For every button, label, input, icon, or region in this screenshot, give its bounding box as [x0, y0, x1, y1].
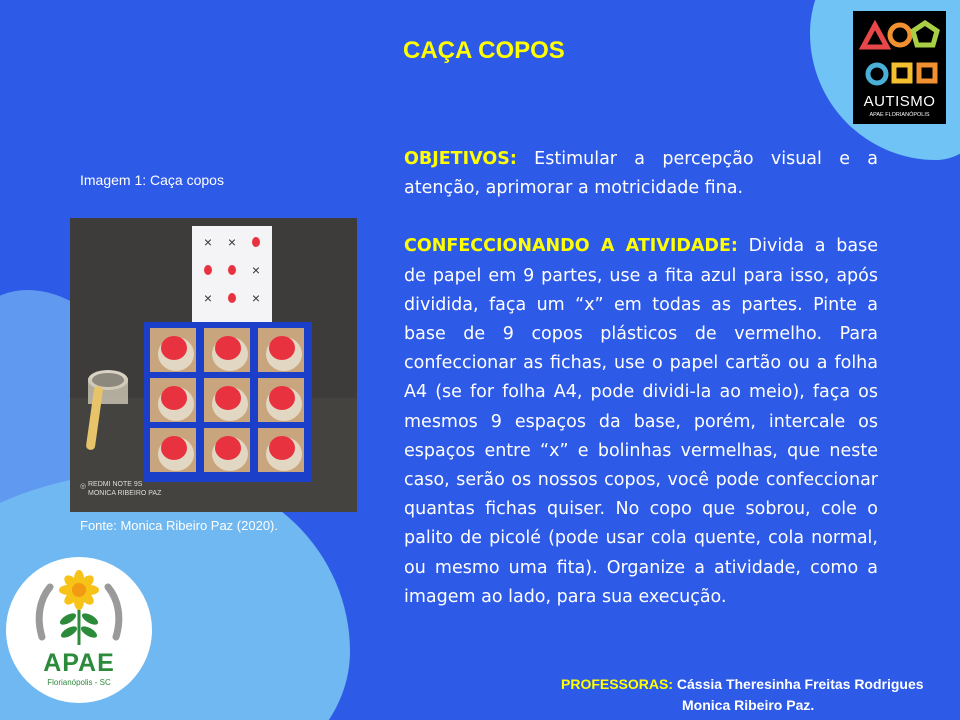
card-cell-dot	[228, 293, 236, 303]
apae-logo	[6, 557, 152, 703]
card-cell-dot	[204, 265, 212, 275]
camera-watermark-icon: ◎	[80, 483, 87, 490]
autismo-logo-title: AUTISMO	[863, 93, 936, 110]
card-cell-x: ×	[203, 290, 213, 306]
image-source: Fonte: Monica Ribeiro Paz (2020).	[80, 518, 278, 533]
red-cup-base	[215, 336, 241, 360]
red-cup-base	[215, 436, 241, 460]
objectives-text: Estimular a percepção visual e a atenção, aprimorar a motricidade fina.	[404, 149, 878, 199]
red-cup-base	[269, 336, 295, 360]
red-cup-base	[269, 436, 295, 460]
teachers-line-1	[561, 676, 924, 692]
card-cell-dot	[252, 237, 260, 247]
autismo-logo-subtitle: APAE FLORIANÓPOLIS	[869, 112, 930, 118]
activity-photo	[70, 218, 357, 512]
making-text: Divida a base de papel em 9 partes, use a fita azul para isso, após dividida, faça um “x” em todas as partes. Pinte a base de 9 copos plásticos de vermelho. Para confeccionar as fichas, use o papel cartão ou a folha A4 (se for folha A4, pode dividi-la ao meio), faça os mesmos 9 espaços da base, porém, intercale os espaços entre “x” e bolinhas vermelhas, que neste caso, serão os nossos copos, você pode confeccionar quantas fichas quiser. No copo que sobrou, cole o palito de picolé (pode usar cola quente, cola normal, ou mesmo uma fita). Organize a atividade, como a imagem ao lado, para sua execução.	[404, 236, 878, 607]
teacher-name-2: Monica Ribeiro Paz.	[682, 697, 815, 713]
autismo-logo	[853, 11, 946, 124]
image-caption: Imagem 1: Caça copos	[80, 172, 224, 188]
objectives-label: OBJETIVOS:	[404, 149, 517, 169]
red-cup-base	[161, 436, 187, 460]
activity-photo-illustration	[70, 218, 357, 512]
red-cup-base	[269, 386, 295, 410]
photo-watermark	[88, 480, 161, 498]
teacher-name-1: Cássia Theresinha Freitas Rodrigues	[673, 676, 924, 692]
card-cell-x: ×	[251, 262, 261, 278]
making-label: CONFECCIONANDO A ATIVIDADE:	[404, 236, 738, 257]
photo-watermark-line-1: REDMI NOTE 9S	[88, 481, 143, 488]
red-cup-base	[161, 336, 187, 360]
card-cell-x: ×	[227, 234, 237, 250]
red-cup-base	[215, 386, 241, 410]
making-paragraph	[404, 232, 878, 612]
tic-tac-card	[192, 226, 272, 322]
card-cell-x: ×	[203, 234, 213, 250]
autismo-shapes-icon	[853, 11, 946, 91]
slide-title: CAÇA COPOS	[403, 37, 565, 64]
apae-logo-subtitle: Florianópolis - SC	[47, 678, 111, 687]
red-cup-base	[161, 386, 187, 410]
teachers-label: PROFESSORAS:	[561, 676, 674, 692]
card-cell-dot	[228, 265, 236, 275]
objectives-paragraph	[404, 145, 878, 203]
apae-logo-title: APAE	[43, 649, 115, 677]
photo-watermark-line-2: MONICA RIBEIRO PAZ	[88, 490, 162, 497]
card-cell-x: ×	[251, 290, 261, 306]
apae-flower-icon	[6, 557, 152, 649]
body-text	[404, 145, 878, 612]
